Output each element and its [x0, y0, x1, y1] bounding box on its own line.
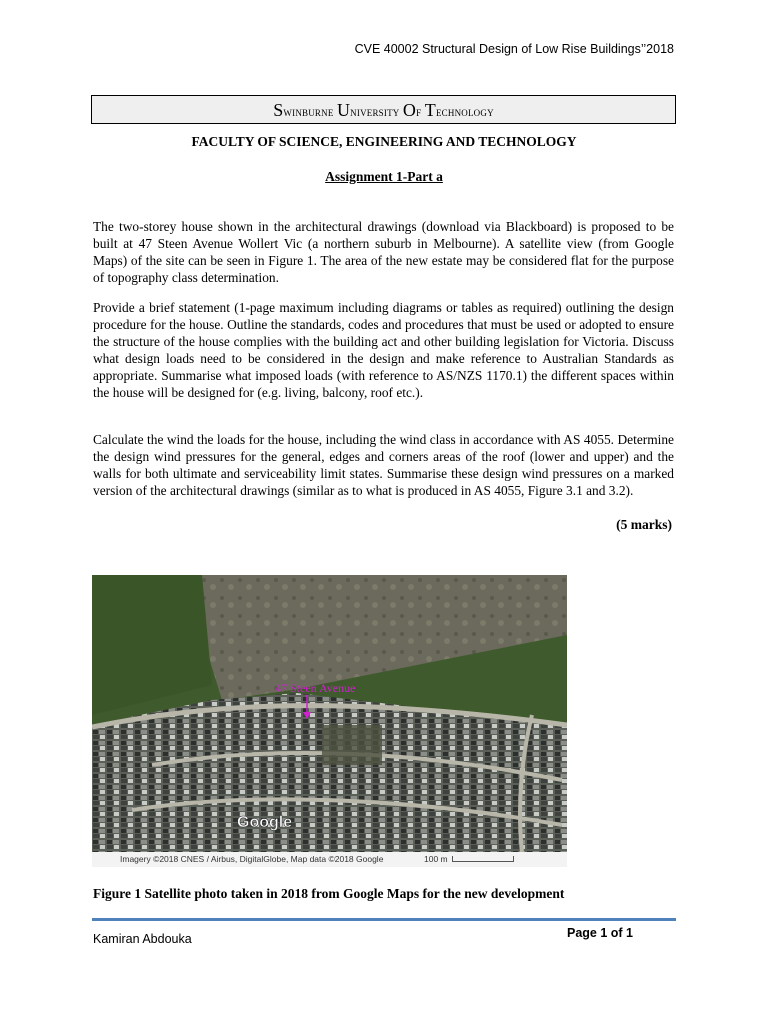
university-title-box [91, 95, 676, 124]
faculty-heading: FACULTY OF SCIENCE, ENGINEERING AND TECHNOLOGY [191, 134, 577, 149]
footer-author: Kamiran Abdouka [93, 932, 192, 946]
univ-word-f: f [416, 104, 425, 119]
univ-initial-o: O [402, 100, 417, 120]
satellite-imagery [92, 575, 567, 852]
figure-caption: Figure 1 Satellite photo taken in 2018 from Google Maps for the new development [93, 886, 565, 901]
univ-initial-s: S [273, 100, 284, 120]
footer-rule [92, 918, 676, 921]
google-logo: Google [237, 814, 293, 831]
location-label: 47 Steen Avenue [275, 681, 356, 695]
univ-initial-u: U [336, 100, 351, 120]
satellite-map-image [92, 575, 567, 852]
map-scale-bar [452, 856, 514, 862]
map-attribution-bar [92, 852, 567, 867]
univ-word-echnology: echnology [435, 104, 494, 119]
footer-page-number: Page 1 of 1 [567, 926, 633, 940]
paragraph-wind-loads: Calculate the wind the loads for the house, including the wind class in accordance with AS 4055. Determine the design wind pressures for the general, edges and corners areas of the roof (lower and upper) and the walls for both ultimate and serviceability limit states. Summarise these design wind pressures on a marked version of the architectural drawings (similar as to what is produced in AS 4055, Figure 3.1 and 3.2). [93, 432, 674, 498]
paragraph-design-statement: Provide a brief statement (1-page maximum including diagrams or tables as required) outlining the design procedure for the house. Outline the standards, codes and procedures that must be used or adopted to ensure the structure of the house complies with the building act and other building legislation for Victoria. Discuss what design loads need to be considered in the design and make reference to Australian Standards as appropriate. Summarise what imposed loads (with reference to AS/NZS 1170.1) the different spaces within the house will be designed for (e.g. living, balcony, roof etc.). [93, 300, 674, 400]
univ-word-winburne: winburne [283, 104, 337, 119]
map-attribution: Imagery ©2018 CNES / Airbus, DigitalGlobe, Map data ©2018 Google [120, 854, 384, 864]
assignment-title: Assignment 1-Part a [325, 169, 443, 184]
univ-word-niversity: niversity [350, 104, 403, 119]
map-scale-label: 100 m [424, 854, 448, 864]
running-header: CVE 40002 Structural Design of Low Rise Buildings’’2018 [354, 42, 674, 56]
paragraph-site-description: The two-storey house shown in the architectural drawings (download via Blackboard) is proposed to be built at 47 Steen Avenue Wollert Vic (a northern suburb in Melbourne). A satellite view (from Google Maps) of the site can be seen in Figure 1. The area of the new estate may be considered flat for the purpose of topography class determination. [93, 219, 674, 285]
marks-label: (5 marks) [616, 517, 672, 532]
univ-initial-t: T [424, 100, 436, 120]
